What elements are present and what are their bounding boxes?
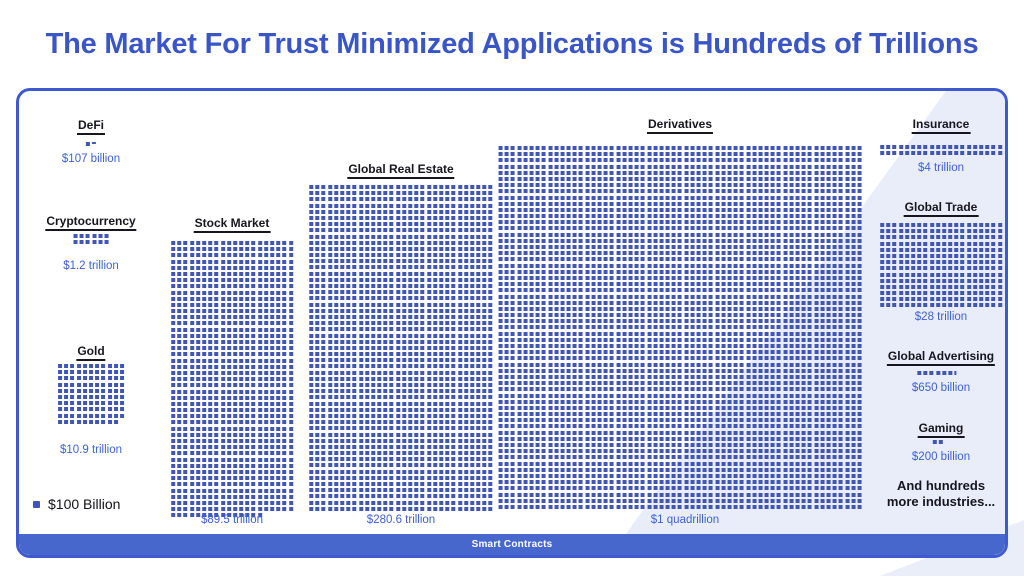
value-label-global-trade: $28 trillion	[914, 311, 968, 323]
category-label-gold: Gold	[76, 344, 105, 361]
value-label-insurance: $4 trillion	[917, 162, 965, 174]
waffle-grid-gaming	[933, 440, 949, 444]
waffle-grid-global-advertising	[917, 371, 964, 375]
legend	[33, 496, 120, 512]
category-label-derivatives: Derivatives	[647, 117, 713, 134]
legend-label: $100 Billion	[48, 496, 121, 512]
value-label-global-advertising: $650 billion	[911, 382, 971, 394]
value-label-gold: $10.9 trillion	[59, 444, 123, 456]
value-label-cryptocurrency: $1.2 trillion	[63, 260, 119, 272]
value-label-stock-market: $89.5 trillion	[200, 514, 264, 526]
value-label-gaming: $200 billion	[911, 451, 971, 463]
value-label-defi: $107 billion	[61, 153, 121, 165]
waffle-grid-gold	[58, 364, 124, 424]
category-label-gaming: Gaming	[918, 421, 965, 438]
category-label-cryptocurrency: Cryptocurrency	[45, 214, 136, 231]
smart-contracts-bar	[19, 534, 1005, 555]
category-label-global-real-estate: Global Real Estate	[347, 162, 454, 179]
waffle-grid-defi	[86, 142, 96, 146]
category-label-insurance: Insurance	[912, 117, 971, 134]
more-industries-note	[887, 478, 995, 510]
more-industries-line1: And hundreds	[896, 478, 986, 493]
waffle-grid-insurance	[880, 145, 1002, 155]
category-label-global-trade: Global Trade	[904, 200, 979, 217]
page-title: The Market For Trust Minimized Applications is Hundreds of Trillions	[45, 28, 979, 60]
smart-contracts-label: Smart Contracts	[471, 539, 553, 550]
waffle-grid-stock-market	[171, 241, 293, 517]
legend-square-icon	[33, 501, 40, 508]
more-industries-line2: more industries...	[886, 494, 996, 509]
category-label-defi: DeFi	[77, 118, 105, 135]
waffle-grid-cryptocurrency	[74, 234, 109, 244]
value-label-derivatives: $1 quadrillion	[650, 514, 720, 526]
category-label-global-advertising: Global Advertising	[887, 349, 995, 366]
waffle-grid-derivatives	[499, 146, 862, 509]
waffle-grid-global-trade	[880, 223, 1002, 307]
value-label-global-real-estate: $280.6 trillion	[366, 514, 436, 526]
chart-card	[16, 88, 1008, 558]
waffle-grid-global-real-estate	[309, 185, 492, 511]
category-label-stock-market: Stock Market	[194, 216, 271, 233]
